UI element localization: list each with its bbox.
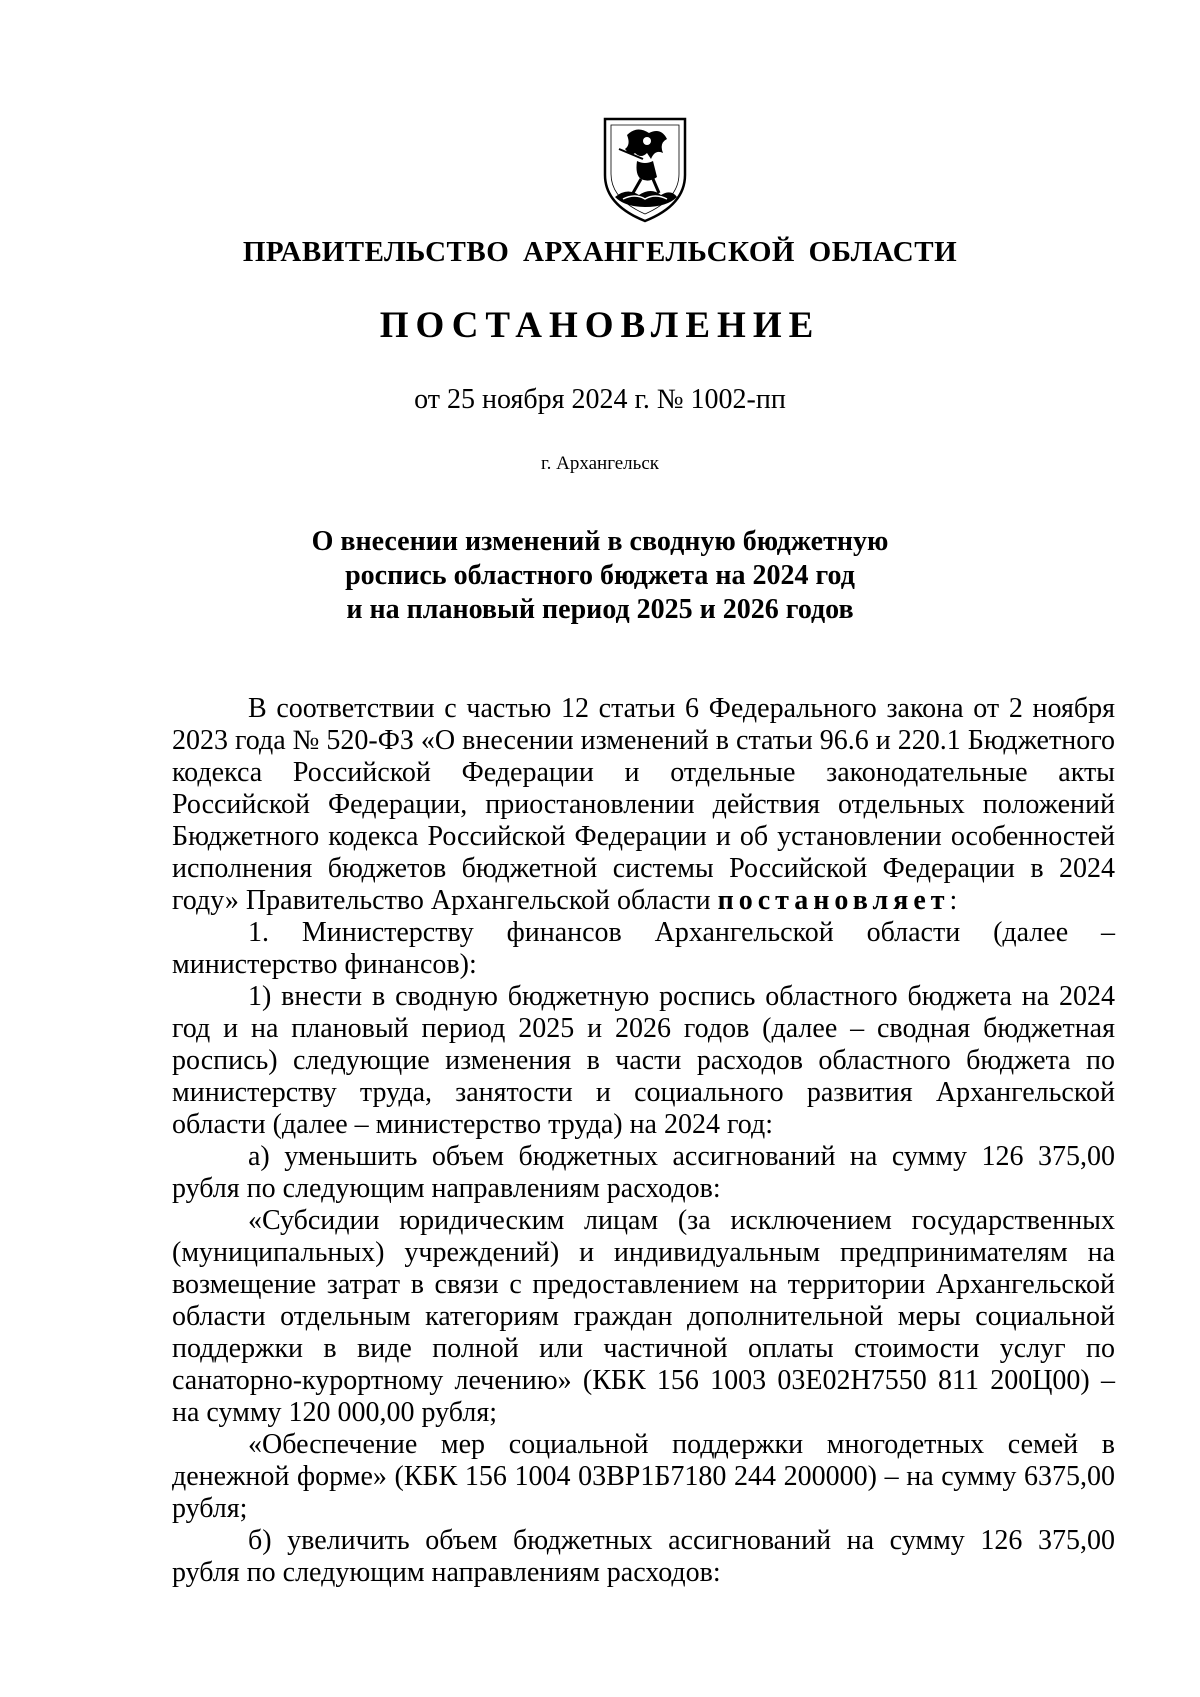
decree-colon: :: [949, 885, 958, 916]
document-body: [172, 693, 1115, 1589]
paragraph-a: а) уменьшить объем бюджетных ассигнований на сумму 126 375,00 рубля по следующим направлениям расходов:: [172, 1141, 1115, 1204]
title-line: роспись областного бюджета на 2024 год: [345, 560, 855, 591]
coat-of-arms-emblem: [597, 113, 693, 225]
title-line: и на плановый период 2025 и 2026 годов: [346, 594, 854, 625]
preamble-paragraph: [172, 693, 1115, 917]
preamble-text: В соответствии с частью 12 статьи 6 Федерального закона от 2 ноября 2023 года № 520-ФЗ «О внесении изменений в статьи 96.6 и 220.1 Бюджетного кодекса Российской Федерации и отдельные законодательные акты Российской Федерации, приостановлении действия отдельных положений Бюджетного кодекса Российской Федерации и об установлении особенностей исполнения бюджетов бюджетной системы Российской Федерации в 2024 году» Правительство Архангельской области: [172, 693, 1115, 916]
paragraph-1: 1. Министерству финансов Архангельской области (далее – министерство финансов):: [172, 917, 1115, 980]
decree-word: постановляет: [717, 885, 950, 916]
paragraph-1-subitem-1: 1) внести в сводную бюджетную роспись областного бюджета на 2024 год и на плановый период 2025 и 2026 годов (далее – сводная бюджетная роспись) следующие изменения в части расходов областного бюджета по министерству труда, занятости и социального развития Архангельской области (далее – министерство труда) на 2024 год:: [172, 981, 1115, 1140]
paragraph-a-item-1: «Субсидии юридическим лицам (за исключением государственных (муниципальных) учреждений) и индивидуальным предпринимателям на возмещение затрат в связи с предоставлением на территории Архангельской области отдельным категориям граждан дополнительной меры социальной поддержки в виде полной или частичной оплаты стоимости услуг по санаторно-курортному лечению» (КБК 156 1003 03Е02Н7550 811 200Ц00) – на сумму 120 000,00 рубля;: [172, 1205, 1115, 1428]
document-type: ПОСТАНОВЛЕНИЕ: [379, 305, 821, 346]
document-city: г. Архангельск: [540, 453, 659, 474]
organization-name: ПРАВИТЕЛЬСТВО АРХАНГЕЛЬСКОЙ ОБЛАСТИ: [242, 236, 958, 268]
paragraph-a-item-2: «Обеспечение мер социальной поддержки многодетных семей в денежной форме» (КБК 156 1004 03ВР1Б7180 244 200000) – на сумму 6375,00 рубля;: [172, 1429, 1115, 1524]
paragraph-b: б) увеличить объем бюджетных ассигнований на сумму 126 375,00 рубля по следующим направлениям расходов:: [172, 1525, 1115, 1588]
document-date-number: от 25 ноября 2024 г. № 1002-пп: [414, 384, 786, 415]
title-line: О внесении изменений в сводную бюджетную: [311, 526, 889, 557]
document-title: [0, 525, 1200, 627]
